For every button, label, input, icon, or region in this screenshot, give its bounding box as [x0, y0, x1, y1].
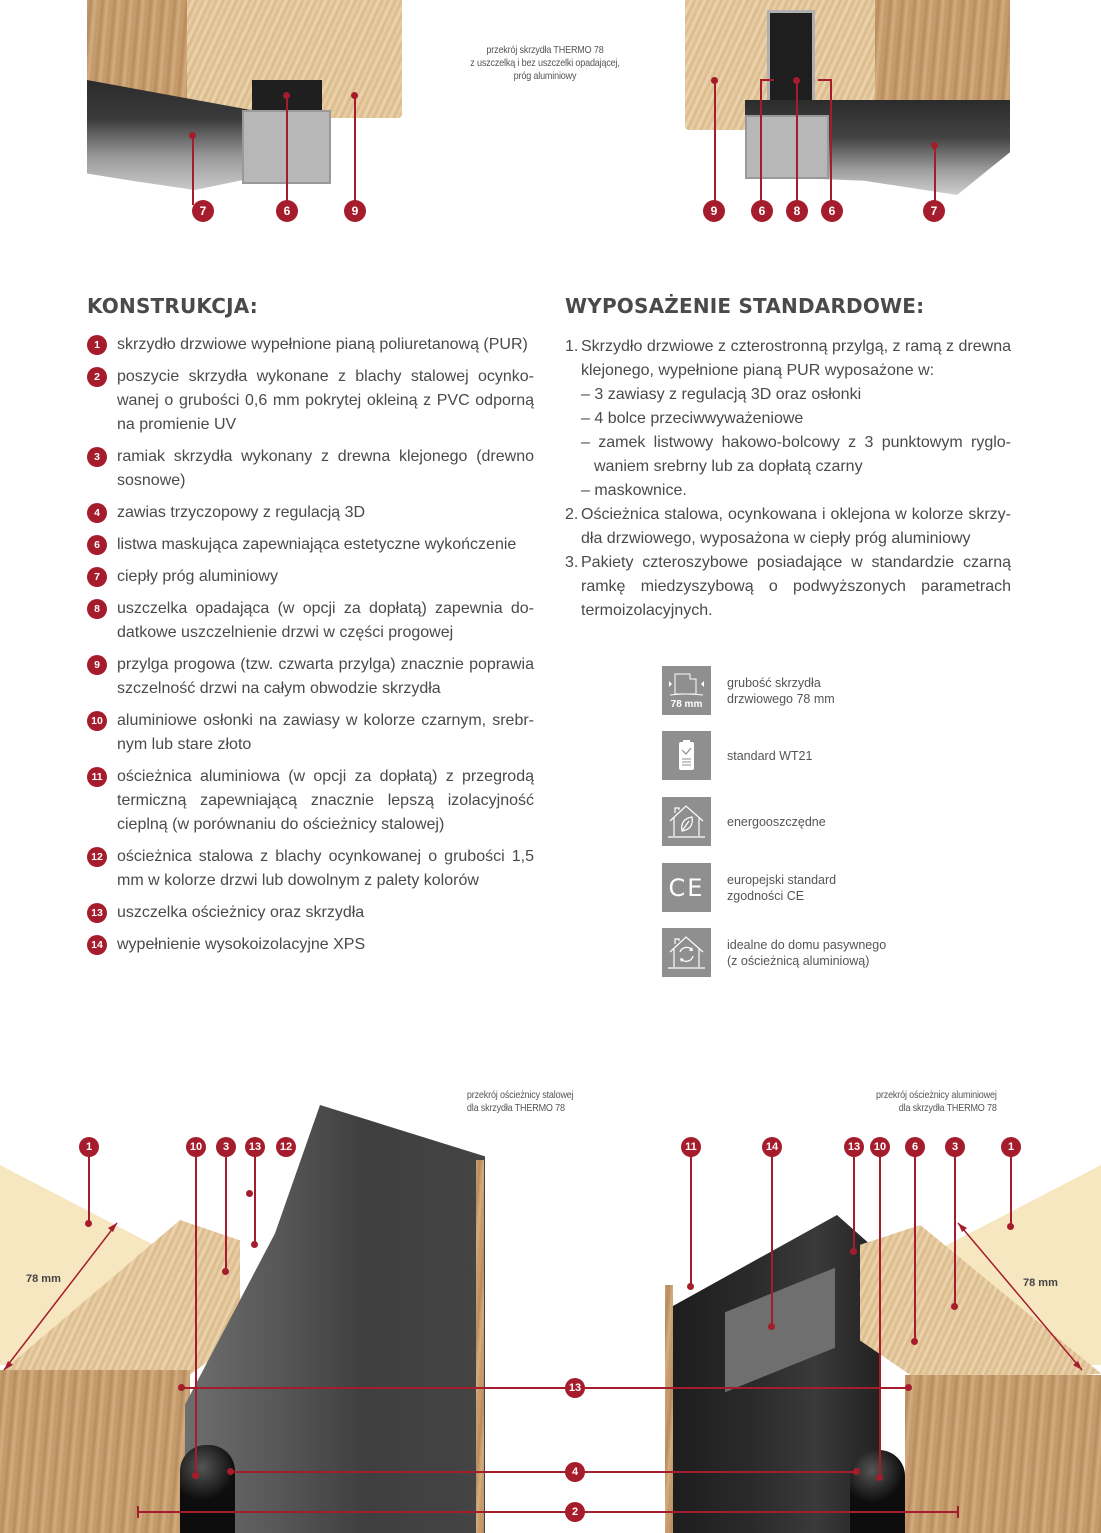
leader-4-horizontal — [230, 1471, 860, 1473]
feature-passive — [662, 928, 1022, 978]
leader-dot — [251, 1241, 258, 1248]
leader-14 — [771, 1155, 773, 1325]
door-face-oak-right — [905, 1375, 1101, 1533]
leader-2-horizontal — [137, 1511, 959, 1513]
aluminium-frame-caption — [833, 1089, 996, 1115]
door-thickness-icon — [662, 666, 711, 715]
number-badge: 4 — [87, 503, 107, 523]
badge-13: 13 — [844, 1137, 864, 1157]
leader-10 — [879, 1155, 881, 1480]
item-text: Pakiety czteroszybowe posiadające w standardzie czarną ramkę miedzyszybową o podwyższonych parametrach termoizolacyjnych. — [581, 554, 1011, 619]
leader-dot — [850, 1248, 857, 1255]
item-text: skrzydło drzwiowe wypełnione pianą poliuretanową (PUR) — [117, 336, 528, 353]
item-text: ościeżnica stalowa z blachy ocynkowanej o grubości 1,5 mm w kolorze drzwi lub dowolnym z palety kolorów — [117, 848, 534, 889]
feature-line: (z ościeżnicą aluminiową) — [727, 954, 870, 968]
badge-6: 6 — [751, 200, 773, 222]
badge-8: 8 — [786, 200, 808, 222]
leader-9 — [714, 80, 716, 205]
feature-ce — [662, 863, 1022, 913]
leader-9 — [354, 95, 356, 205]
door-face-oak-left — [0, 1370, 190, 1533]
leader-2-cap-left — [137, 1506, 139, 1518]
caption-line: z uszczelką i bez uszczelki opadającej, — [470, 57, 620, 69]
leader-6b — [830, 80, 832, 205]
item-text: poszycie skrzydła wykonane z blachy stalowej ocynko-wanej o grubości 0,6 mm pokrytej okleiną z PVC odporną na promienie UV — [117, 368, 534, 433]
item-text: ościeżnica aluminiowa (w opcji za dopłatą) z przegrodą termiczną zapewniającą znacznie lepszą izolacyjność cieplną (w porównaniu do ościeżnicy stalowej) — [117, 768, 534, 833]
badge-6: 6 — [821, 200, 843, 222]
item-text: Ościeżnica stalowa, ocynkowana i oklejona w kolorze skrzy-dła drzwiowego, wyposażona w ciepły próg aluminiowy — [581, 506, 1011, 547]
number-badge: 6 — [87, 535, 107, 555]
list-item — [565, 335, 1011, 503]
feature-text — [727, 814, 826, 830]
leader-3 — [225, 1155, 227, 1270]
item-text: zawias trzyczopowy z regulacją 3D — [117, 504, 366, 521]
leader-dot — [178, 1384, 185, 1391]
leader-13-horizontal — [181, 1387, 909, 1389]
badge-7: 7 — [923, 200, 945, 222]
item-text: przylga progowa (tzw. czwarta przylga) znacznie poprawia szczelność drzwi na całym obwodzie skrzydła — [117, 656, 534, 697]
sub-item: – maskownice. — [581, 482, 687, 499]
hinge-left — [180, 1445, 235, 1533]
leader-dot — [246, 1190, 253, 1197]
list-item — [87, 765, 534, 837]
number-badge: 2 — [87, 367, 107, 387]
list-item — [87, 845, 534, 893]
dimension-arrow-left — [0, 1190, 130, 1380]
frame-oak-edge — [665, 1285, 673, 1533]
feature-line: drzwiowego 78 mm — [727, 692, 835, 706]
list-item — [565, 503, 1011, 551]
feature-text — [727, 675, 835, 707]
caption-line: dla skrzydła THERMO 78 — [898, 1102, 997, 1114]
item-text: ramiak skrzydła wykonany z drewna klejonego (drewno sosnowe) — [117, 448, 534, 489]
door-face-oak — [875, 0, 1010, 112]
caption-line: dla skrzydła THERMO 78 — [466, 1102, 565, 1114]
leader-dot — [876, 1474, 883, 1481]
badge-10: 10 — [870, 1137, 890, 1157]
number-badge: 14 — [87, 935, 107, 955]
dimension-label-right: 78 mm — [1023, 1277, 1058, 1289]
badge-3: 3 — [216, 1137, 236, 1157]
eco-house-leaf-icon — [662, 797, 711, 846]
icon-label: 78 mm — [670, 699, 703, 710]
badge-3: 3 — [945, 1137, 965, 1157]
leader-6 — [914, 1155, 916, 1340]
top-caption — [455, 44, 636, 83]
number-badge: 12 — [87, 847, 107, 867]
badge-1: 1 — [1001, 1137, 1021, 1157]
leader-dot — [222, 1268, 229, 1275]
list-item — [87, 901, 534, 925]
sub-item: – 3 zawiasy z regulacją 3D oraz osłonki — [581, 386, 862, 403]
leader-13 — [254, 1155, 256, 1243]
list-item — [87, 365, 534, 437]
list-item — [87, 501, 534, 525]
leader-dot — [931, 142, 938, 149]
list-item — [87, 533, 534, 557]
list-item — [87, 597, 534, 645]
item-number: 3. — [565, 554, 579, 571]
leader-10 — [195, 1155, 197, 1475]
leader-8 — [796, 80, 798, 205]
caption-line: przekrój ościeżnicy aluminiowej — [876, 1089, 997, 1101]
leader-6 — [286, 95, 288, 205]
caption-line: przekrój ościeżnicy stalowej — [466, 1089, 574, 1101]
feature-line: energooszczędne — [727, 815, 826, 829]
item-number: 1. — [565, 338, 579, 355]
badge-1: 1 — [79, 1137, 99, 1157]
konstrukcja-heading: KONSTRUKCJA: — [87, 294, 258, 318]
feature-text — [727, 748, 812, 764]
icon-label: CE — [668, 874, 705, 902]
clipboard-check-icon — [662, 731, 711, 780]
threshold-insert — [745, 115, 829, 179]
ce-mark-icon — [662, 863, 711, 912]
feature-line: europejski standard — [727, 873, 837, 887]
badge-12: 12 — [276, 1137, 296, 1157]
list-item — [87, 565, 534, 589]
leader-dot — [189, 132, 196, 139]
passive-house-icon — [662, 928, 711, 977]
feature-thickness — [662, 666, 1022, 716]
leader-7 — [934, 145, 936, 205]
leader-dot — [227, 1468, 234, 1475]
badge-14: 14 — [762, 1137, 782, 1157]
leader-13 — [853, 1155, 855, 1250]
hinge-right — [850, 1450, 905, 1533]
wyposazenie-heading: WYPOSAŻENIE STANDARDOWE: — [565, 294, 925, 318]
leader-dot — [911, 1338, 918, 1345]
feature-line: zgodności CE — [727, 889, 805, 903]
threshold-diagram-right — [685, 0, 1010, 200]
leader-7 — [192, 135, 194, 205]
item-number: 2. — [565, 506, 579, 523]
number-badge: 1 — [87, 335, 107, 355]
item-text: uszczelka opadająca (w opcji za dopłatą) zapewnia do-datkowe uszczelnienie drzwi w części progowej — [117, 600, 534, 641]
leader-dot — [793, 77, 800, 84]
badge-9: 9 — [703, 200, 725, 222]
leader-dot — [192, 1472, 199, 1479]
dimension-arrow-right — [950, 1190, 1090, 1380]
badge-6: 6 — [905, 1137, 925, 1157]
leader-11 — [690, 1155, 692, 1285]
number-badge: 13 — [87, 903, 107, 923]
item-text: wypełnienie wysokoizolacyjne XPS — [117, 936, 366, 953]
number-badge: 10 — [87, 711, 107, 731]
badge-10: 10 — [186, 1137, 206, 1157]
leader-dot — [687, 1283, 694, 1290]
feature-line: grubość skrzydła — [727, 676, 821, 690]
feature-line: idealne do domu pasywnego — [727, 938, 887, 952]
wyposazenie-list — [565, 335, 1011, 623]
dimension-label-left: 78 mm — [26, 1273, 61, 1285]
badge-2-center: 2 — [565, 1502, 585, 1522]
item-text: ciepły próg aluminiowy — [117, 568, 278, 585]
item-text: Skrzydło drzwiowe z czterostronną przylgą, z ramą z drewna klejonego, wypełnione pianą PUR wyposażone w: — [581, 338, 1011, 379]
number-badge: 3 — [87, 447, 107, 467]
list-item — [87, 709, 534, 757]
badge-4-center: 4 — [565, 1462, 585, 1482]
feature-energy — [662, 797, 1022, 847]
sub-item: – 4 bolce przeciwwyważeniowe — [581, 410, 804, 427]
badge-13-center: 13 — [565, 1378, 585, 1398]
list-item — [87, 333, 534, 357]
badge-6: 6 — [276, 200, 298, 222]
feature-text — [727, 872, 836, 904]
list-item — [87, 445, 534, 493]
frame-oak-edge — [476, 1160, 484, 1533]
feature-wt21 — [662, 731, 1022, 781]
leader-6b-h — [818, 79, 832, 81]
number-badge: 9 — [87, 655, 107, 675]
leader-dot — [905, 1384, 912, 1391]
list-item — [87, 653, 534, 701]
sub-item: – zamek listwowy hakowo-bolcowy z 3 punktowym ryglo-waniem srebrny lub za dopłatą czarny — [581, 434, 1011, 475]
badge-13: 13 — [245, 1137, 265, 1157]
number-badge: 8 — [87, 599, 107, 619]
steel-frame-caption — [467, 1089, 613, 1115]
item-text: aluminiowe osłonki na zawiasy w kolorze czarnym, srebr-nym lub stare złoto — [117, 712, 534, 753]
leader-dot — [853, 1468, 860, 1475]
leader-dot — [283, 92, 290, 99]
feature-line: standard WT21 — [727, 749, 813, 763]
list-item — [565, 551, 1011, 623]
leader-2-cap-right — [957, 1506, 959, 1518]
leader-6a — [760, 80, 762, 205]
feature-text — [727, 937, 886, 969]
konstrukcja-list — [87, 333, 534, 965]
badge-9: 9 — [344, 200, 366, 222]
leader-dot — [768, 1323, 775, 1330]
number-badge: 7 — [87, 567, 107, 587]
caption-line: próg aluminiowy — [513, 70, 577, 82]
leader-dot — [711, 77, 718, 84]
item-text: listwa maskująca zapewniająca estetyczne wykończenie — [117, 536, 517, 553]
leader-6a-h — [760, 79, 774, 81]
number-badge: 11 — [87, 767, 107, 787]
caption-line: przekrój skrzydła THERMO 78 — [486, 44, 604, 56]
list-item — [87, 933, 534, 957]
badge-11: 11 — [681, 1137, 701, 1157]
item-text: uszczelka ościeżnicy oraz skrzydła — [117, 904, 365, 921]
badge-7: 7 — [192, 200, 214, 222]
leader-dot — [351, 92, 358, 99]
